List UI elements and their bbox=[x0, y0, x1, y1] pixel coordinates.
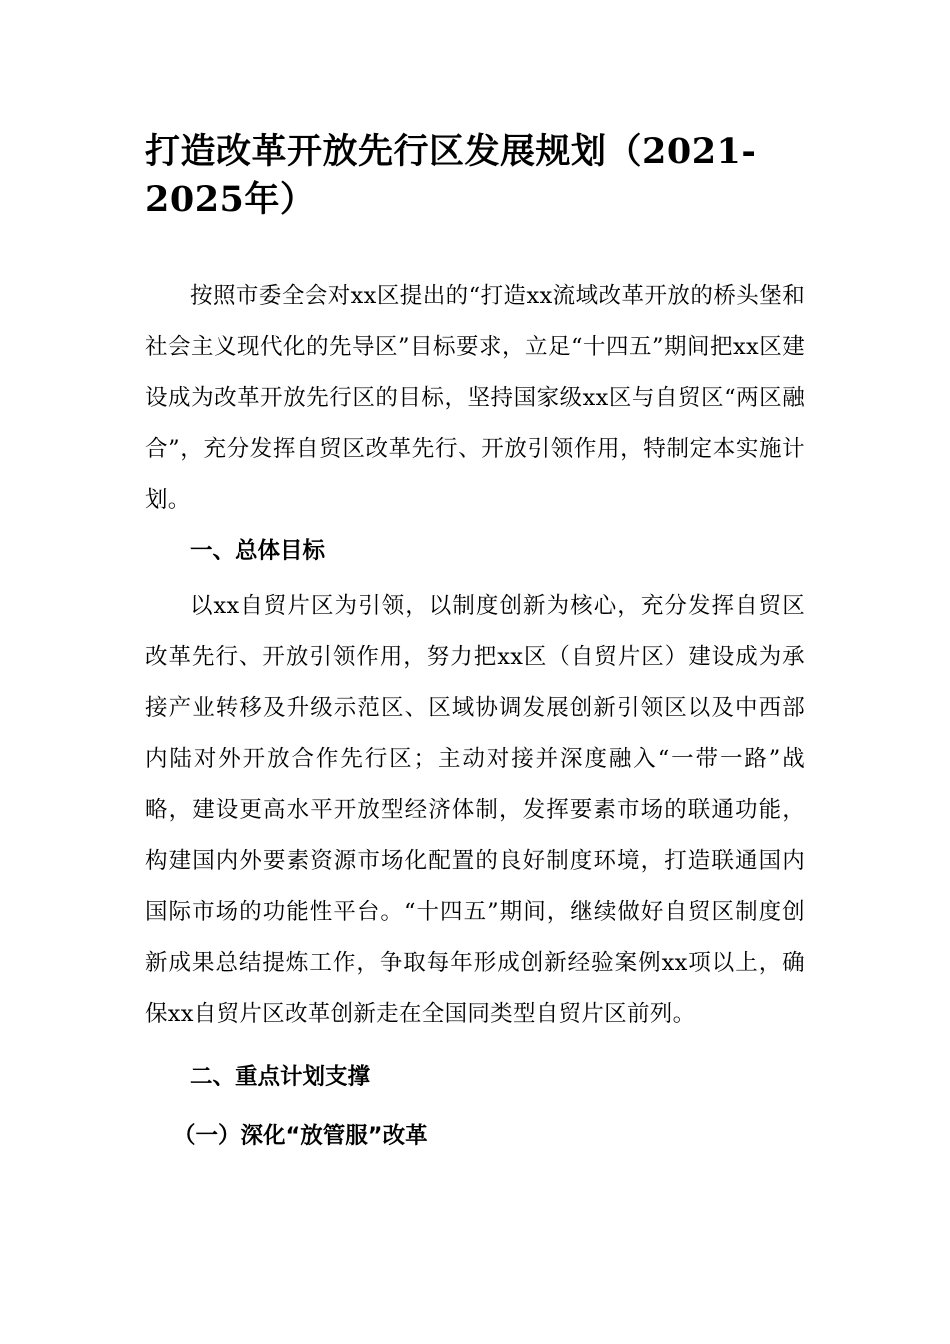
section-heading-overall-goals: 一、总体目标 bbox=[190, 538, 326, 564]
document-title: 打造改革开放先行区发展规划（2021-2025年） bbox=[145, 131, 757, 220]
overall-goals-paragraph: 以xx自贸片区为引领，以制度创新为核心，充分发挥自贸区改革先行、开放引领作用，努力把xx区（自贸片区）建设成为承接产业转移及升级示范区、区域协调发展创新引领区以及中西部内陆对外开放合作先行区；主动对接并深度融入“一带一路”战略，建设更高水平开放型经济体制，发挥要素市场的联通功能，构建国内外要素资源市场化配置的良好制度环境，打造联通国内国际市场的功能性平台。“十四五”期间，继续做好自贸区制度创新成果总结提炼工作，争取每年形成创新经验案例xx项以上，确保xx自贸片区改革创新走在全国同类型自贸片区前列。 bbox=[145, 593, 805, 1027]
document-body bbox=[145, 271, 805, 1162]
section-heading-key-plans: 二、重点计划支撑 bbox=[190, 1064, 371, 1090]
intro-paragraph: 按照市委全会对xx区提出的“打造xx流域改革开放的桥头堡和社会主义现代化的先导区”目标要求，立足“十四五”期间把xx区建设成为改革开放先行区的目标，坚持国家级xx区与自贸区“两区融合”，充分发挥自贸区改革先行、开放引领作用，特制定本实施计划。 bbox=[145, 283, 805, 513]
subsection-heading-reform: （一）深化“放管服”改革 bbox=[173, 1123, 428, 1149]
